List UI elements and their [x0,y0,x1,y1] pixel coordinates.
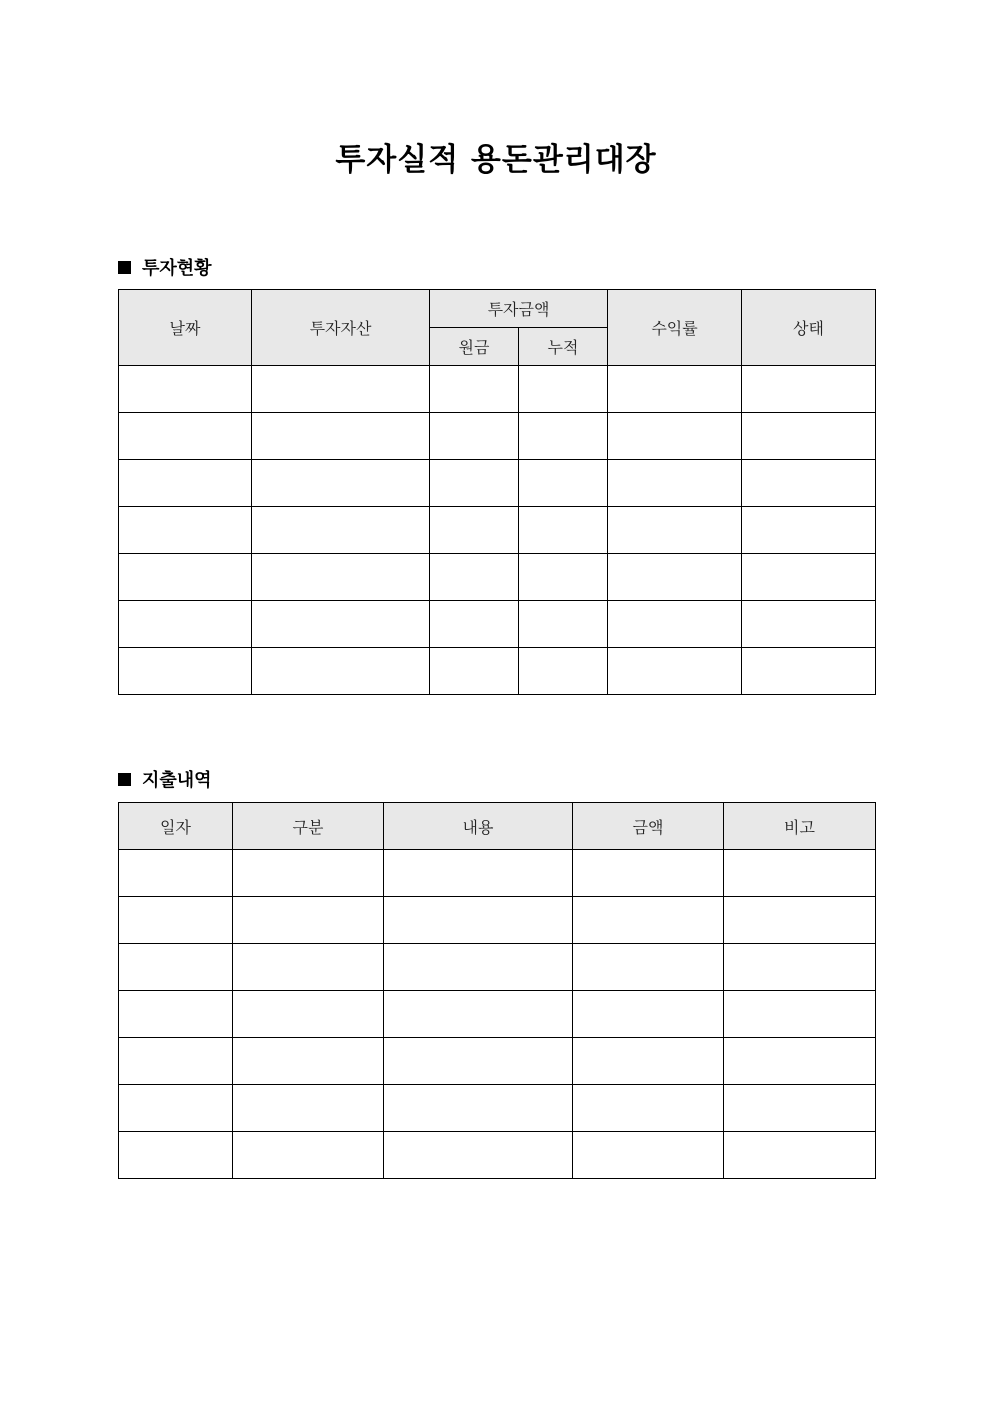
cell[interactable] [573,1038,724,1085]
table-row [119,1085,876,1132]
cell[interactable] [608,648,742,695]
cell[interactable] [573,991,724,1038]
cell[interactable] [608,413,742,460]
document-title: 투자실적 용돈관리대장 [335,142,657,178]
col-header-amount: 금액 [573,803,724,850]
col-header-amount-group: 투자금액 [430,290,608,328]
cell[interactable] [742,460,876,507]
cell[interactable] [724,897,876,944]
cell[interactable] [724,991,876,1038]
cell[interactable] [384,1038,573,1085]
cell[interactable] [233,1132,384,1179]
cell[interactable] [608,601,742,648]
cell[interactable] [119,1038,233,1085]
cell[interactable] [252,648,430,695]
cell[interactable] [430,366,519,413]
cell[interactable] [742,507,876,554]
col-header-description: 내용 [384,803,573,850]
expense-section-heading [118,766,212,792]
cell[interactable] [573,1085,724,1132]
table-row [119,1038,876,1085]
cell[interactable] [573,850,724,897]
cell[interactable] [608,507,742,554]
square-bullet-icon [118,773,131,786]
cell[interactable] [742,648,876,695]
expense-heading-label: 지출내역 [142,770,212,791]
table-row [119,850,876,897]
cell[interactable] [119,850,233,897]
cell[interactable] [742,601,876,648]
cell[interactable] [233,944,384,991]
col-header-cumulative: 누적 [519,328,608,366]
cell[interactable] [384,944,573,991]
cell[interactable] [742,366,876,413]
cell[interactable] [573,944,724,991]
cell[interactable] [233,1085,384,1132]
cell[interactable] [252,554,430,601]
cell[interactable] [119,601,252,648]
cell[interactable] [608,554,742,601]
col-header-date: 날짜 [119,290,252,366]
table-row [119,366,876,413]
col-header-category: 구분 [233,803,384,850]
col-header-date: 일자 [119,803,233,850]
cell[interactable] [430,413,519,460]
cell[interactable] [519,601,608,648]
cell[interactable] [384,1132,573,1179]
cell[interactable] [119,460,252,507]
cell[interactable] [233,991,384,1038]
col-header-return-rate: 수익률 [608,290,742,366]
col-header-status: 상태 [742,290,876,366]
table-row [119,944,876,991]
cell[interactable] [119,944,233,991]
table-row [119,1132,876,1179]
cell[interactable] [608,366,742,413]
cell[interactable] [724,850,876,897]
table-row [119,991,876,1038]
cell[interactable] [430,648,519,695]
investment-section-heading [118,254,212,280]
cell[interactable] [384,897,573,944]
cell[interactable] [384,850,573,897]
cell[interactable] [519,413,608,460]
cell[interactable] [724,1038,876,1085]
cell[interactable] [252,460,430,507]
cell[interactable] [519,460,608,507]
cell[interactable] [384,1085,573,1132]
col-header-note: 비고 [724,803,876,850]
cell[interactable] [384,991,573,1038]
cell[interactable] [608,460,742,507]
cell[interactable] [519,366,608,413]
investment-table [118,289,876,695]
cell[interactable] [119,507,252,554]
cell[interactable] [430,601,519,648]
table-row [119,413,876,460]
cell[interactable] [252,507,430,554]
col-header-principal: 원금 [430,328,519,366]
cell[interactable] [430,507,519,554]
cell[interactable] [252,601,430,648]
cell[interactable] [573,897,724,944]
table-row [119,554,876,601]
cell[interactable] [519,554,608,601]
cell[interactable] [724,1132,876,1179]
cell[interactable] [573,1132,724,1179]
col-header-asset: 투자자산 [252,290,430,366]
cell[interactable] [233,850,384,897]
cell[interactable] [119,897,233,944]
square-bullet-icon [118,261,131,274]
table-row [119,601,876,648]
cell[interactable] [724,944,876,991]
cell[interactable] [724,1085,876,1132]
cell[interactable] [742,554,876,601]
cell[interactable] [519,648,608,695]
cell[interactable] [119,648,252,695]
cell[interactable] [119,1085,233,1132]
cell[interactable] [233,1038,384,1085]
cell[interactable] [252,413,430,460]
investment-heading-label: 투자현황 [142,258,212,279]
table-row [119,460,876,507]
cell[interactable] [119,413,252,460]
cell[interactable] [252,366,430,413]
cell[interactable] [233,897,384,944]
expense-table [118,802,876,1179]
table-row [119,648,876,695]
table-row [119,507,876,554]
cell[interactable] [430,460,519,507]
cell[interactable] [119,366,252,413]
cell[interactable] [119,554,252,601]
cell[interactable] [519,507,608,554]
cell[interactable] [119,991,233,1038]
table-row [119,897,876,944]
cell[interactable] [119,1132,233,1179]
cell[interactable] [430,554,519,601]
cell[interactable] [742,413,876,460]
